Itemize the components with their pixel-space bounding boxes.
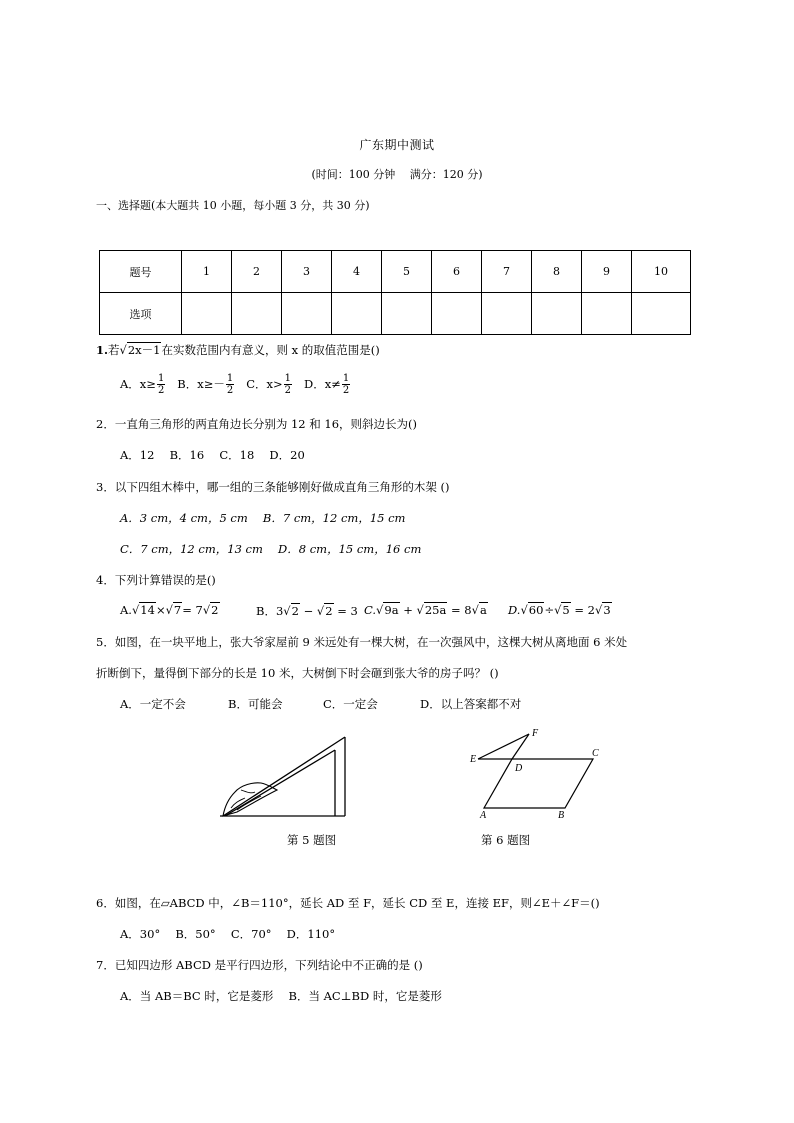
answer-table — [99, 250, 691, 335]
section-heading: 一、选择题(本大题共 10 小题，每小题 3 分，共 30 分) — [96, 199, 370, 212]
question-5-option-c: C．一定会 — [323, 697, 378, 711]
label-e: E — [470, 754, 477, 765]
question-4-option-d: D.√60÷√5 = 2√3 — [508, 603, 611, 617]
table-cell: 5 — [382, 251, 432, 293]
question-5-option-d: D．以上答案都不对 — [420, 697, 522, 711]
answer-cell[interactable] — [632, 293, 691, 335]
question-5-line-2: 折断倒下，量得倒下部分的长是 10 米，大树倒下时会砸到张大爷的房子吗？ () — [96, 666, 499, 680]
row-header-answer: 选项 — [100, 293, 182, 335]
table-cell: 1 — [182, 251, 232, 293]
table-row — [100, 251, 691, 293]
label-a: A — [480, 810, 487, 821]
question-4-option-c: C.√9a + √25a = 8√a — [364, 603, 487, 617]
answer-cell[interactable] — [332, 293, 382, 335]
label-c: C — [592, 748, 599, 759]
figure-6-caption: 第 6 题图 — [481, 833, 531, 847]
question-6-options: A．30° B．50° C．70° D．110° — [120, 927, 336, 941]
table-cell: 8 — [532, 251, 582, 293]
fallen-trunk-upper — [223, 737, 345, 816]
label-b: B — [558, 810, 565, 821]
option-b: B．x≥－ $\frac{1}{2}$ — [177, 373, 234, 396]
question-5-option-b: B．可能会 — [228, 697, 283, 711]
question-7: 7．已知四边形 ABCD 是平行四边形，下列结论中不正确的是 () — [96, 958, 423, 972]
table-cell: 6 — [432, 251, 482, 293]
table-row — [100, 293, 691, 335]
radicand: 2x－1 — [127, 343, 161, 357]
answer-cell[interactable] — [232, 293, 282, 335]
option-d: D．x≠ $\frac{1}{2}$ — [303, 373, 350, 396]
figure-6-parallelogram — [466, 726, 616, 822]
question-1: 1.若√2x－1在实数范围内有意义，则 x 的取值范围是() — [96, 343, 380, 357]
answer-cell[interactable] — [282, 293, 332, 335]
fallen-trunk-lower — [225, 750, 335, 816]
question-4-option-b: B．3√2 − √2 = 3 — [256, 604, 358, 618]
question-5-option-a: A．一定不会 — [120, 697, 186, 711]
answer-cell[interactable] — [432, 293, 482, 335]
question-4: 4．下列计算错误的是() — [96, 573, 216, 587]
question-3-options-2: C．7 cm，12 cm，13 cm D．8 cm，15 cm，16 cm — [120, 542, 422, 556]
table-cell: 7 — [482, 251, 532, 293]
label-d: D — [515, 763, 523, 774]
question-7-options: A．当 AB＝BC 时，它是菱形 B．当 AC⊥BD 时，它是菱形 — [120, 989, 442, 1003]
question-2-options: A．12 B．16 C．18 D．20 — [120, 448, 305, 462]
answer-cell[interactable] — [482, 293, 532, 335]
question-6: 6．如图，在▱ABCD 中，∠B＝110°，延长 AD 至 F，延长 CD 至 E，连接 EF，则∠E＋∠F＝() — [96, 896, 600, 910]
answer-cell[interactable] — [182, 293, 232, 335]
label-f: F — [532, 728, 539, 739]
page-title: 广东期中测试 — [359, 138, 435, 152]
table-cell: 4 — [332, 251, 382, 293]
question-3: 3．以下四组木棒中，哪一组的三条能够刚好做成直角三角形的木架 () — [96, 480, 450, 494]
question-2: 2．一直角三角形的两直角边长分别为 12 和 16，则斜边长为() — [96, 417, 418, 431]
exam-info: (时间：100 分钟 满分：120 分) — [311, 168, 483, 181]
parallelogram-abcd — [484, 759, 593, 808]
answer-cell[interactable] — [582, 293, 632, 335]
table-cell: 9 — [582, 251, 632, 293]
table-cell: 2 — [232, 251, 282, 293]
segment-ef — [478, 734, 529, 759]
row-header-number: 题号 — [100, 251, 182, 293]
question-5-line-1: 5．如图，在一块平地上，张大爷家屋前 9 米远处有一棵大树，在一次强风中，这棵大树从离地面 6 米处 — [96, 635, 628, 649]
option-a: A．x≥ $\frac{1}{2}$ — [120, 373, 165, 396]
question-number: 1. — [96, 343, 109, 357]
question-1-options — [120, 373, 351, 396]
figure-5-caption: 第 5 题图 — [287, 833, 337, 847]
question-3-options-1: A．3 cm，4 cm，5 cm B．7 cm，12 cm，15 cm — [120, 511, 406, 525]
table-cell: 10 — [632, 251, 691, 293]
question-4-option-a: A.√14×√7= 7√2 — [120, 603, 219, 617]
answer-cell[interactable] — [382, 293, 432, 335]
table-cell: 3 — [282, 251, 332, 293]
answer-cell[interactable] — [532, 293, 582, 335]
figure-5-tree-diagram — [215, 730, 355, 825]
option-c: C．x> $\frac{1}{2}$ — [246, 373, 291, 396]
